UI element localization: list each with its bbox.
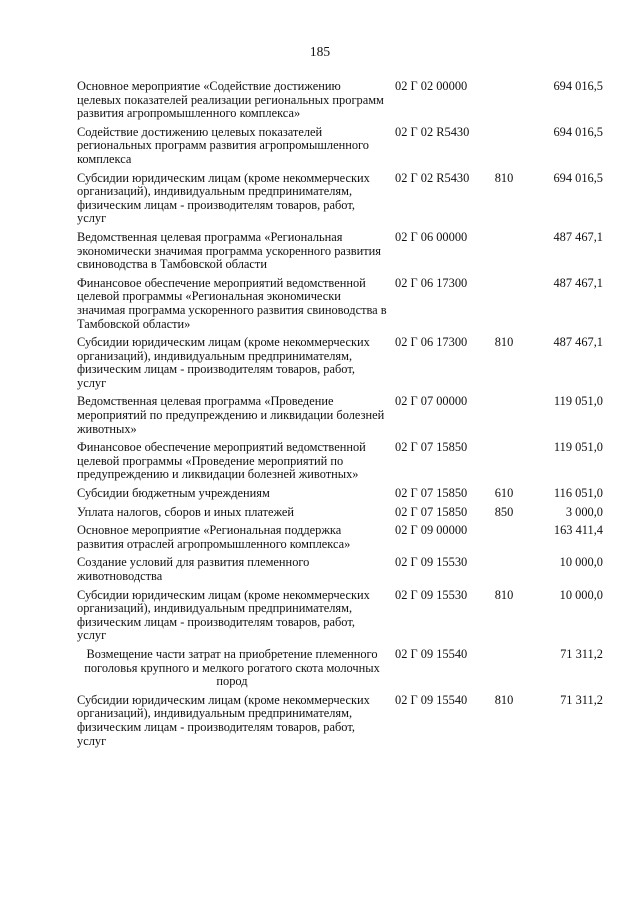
row-name: Возмещение части затрат на приобретение племенного поголовья крупного и мелкого рогатого скота молочных пород xyxy=(84,646,380,689)
row-code: 02 Г 07 15850 xyxy=(395,440,468,455)
row-code: 02 Г 09 15540 xyxy=(395,692,468,707)
row-code: 02 Г 07 15850 xyxy=(395,486,468,501)
table-row xyxy=(77,395,603,436)
row-name: Субсидии юридическим лицам (кроме некоммерческих организаций), индивидуальным предпринимателям, физическим лицам - производителям товаров, работ, услуг xyxy=(77,335,370,390)
table-row xyxy=(77,336,603,390)
table-row xyxy=(77,648,603,689)
row-expense-type xyxy=(485,524,523,551)
row-expense-type xyxy=(485,441,523,482)
row-amount: 119 051,0 xyxy=(553,394,603,409)
row-name: Субсидии юридическим лицам (кроме некоммерческих организаций), индивидуальным предпринимателям, физическим лицам - производителям товаров, работ, услуг xyxy=(77,692,370,748)
row-amount: 71 311,2 xyxy=(560,692,603,707)
row-amount: 487 467,1 xyxy=(553,229,603,244)
row-amount: 487 467,1 xyxy=(553,275,603,290)
row-amount: 163 411,4 xyxy=(553,523,603,538)
table-row xyxy=(77,277,603,331)
row-expense-type xyxy=(485,277,523,331)
row-code: 02 Г 02 R5430 xyxy=(395,170,470,185)
row-expense-type xyxy=(485,231,523,272)
row-name: Субсидии юридическим лицам (кроме некоммерческих организаций), индивидуальным предпринимателям, физическим лицам - производителям товаров, работ, услуг xyxy=(77,170,370,226)
row-code: 02 Г 06 17300 xyxy=(395,275,468,290)
table-row xyxy=(77,556,603,583)
row-expense-type xyxy=(485,556,523,583)
row-name: Основное мероприятие «Региональная поддержка развития отраслей агропромышленного комплекса» xyxy=(77,523,351,551)
row-amount: 694 016,5 xyxy=(553,124,603,139)
row-name: Субсидии юридическим лицам (кроме некоммерческих организаций), индивидуальным предпринимателям, физическим лицам - производителям товаров, работ, услуг xyxy=(77,587,370,643)
row-name: Основное мероприятие «Содействие достижению целевых показателей реализации региональных программ развития агропромышленного комплекса» xyxy=(77,79,384,121)
row-expense-type xyxy=(485,395,523,436)
row-expense-type: 850 xyxy=(494,504,514,519)
budget-table xyxy=(77,80,603,753)
table-row xyxy=(77,506,603,520)
row-code: 02 Г 02 R5430 xyxy=(395,124,470,139)
table-row xyxy=(77,694,603,748)
row-amount: 694 016,5 xyxy=(553,79,603,93)
row-expense-type: 810 xyxy=(494,335,514,350)
row-amount: 119 051,0 xyxy=(553,440,603,455)
row-expense-type xyxy=(485,648,523,689)
table-row xyxy=(77,172,603,226)
table-row xyxy=(77,487,603,501)
row-name: Ведомственная целевая программа «Проведение мероприятий по предупреждению и ликвидации болезней животных» xyxy=(77,394,385,436)
row-amount: 694 016,5 xyxy=(553,170,603,185)
row-code: 02 Г 09 15540 xyxy=(395,646,468,661)
row-name: Содействие достижению целевых показателей региональных программ развития агропромышленного комплекса xyxy=(77,124,369,166)
row-expense-type: 610 xyxy=(494,486,514,501)
row-name: Ведомственная целевая программа «Региональная экономически значимая программа ускоренного развития свиноводства в Тамбовской области xyxy=(77,229,382,272)
row-name: Субсидии бюджетным учреждениям xyxy=(77,486,270,501)
row-expense-type: 810 xyxy=(494,692,514,707)
row-code: 02 Г 06 00000 xyxy=(395,229,468,244)
row-amount: 116 051,0 xyxy=(553,486,603,501)
row-amount: 487 467,1 xyxy=(553,335,603,350)
table-row xyxy=(77,441,603,482)
row-amount: 3 000,0 xyxy=(565,504,603,519)
row-name: Финансовое обеспечение мероприятий ведомственной целевой программы «Проведение мероприятий по предупреждению и ликвидации болезней животных» xyxy=(77,440,366,482)
table-row xyxy=(77,589,603,643)
row-expense-type xyxy=(485,80,523,121)
row-code: 02 Г 06 17300 xyxy=(395,335,468,350)
row-code: 02 Г 09 15530 xyxy=(395,555,468,570)
row-expense-type: 810 xyxy=(494,587,514,602)
row-name: Финансовое обеспечение мероприятий ведомственной целевой программы «Региональная экономически значимая программа ускоренного развития свиноводства в Тамбовской области» xyxy=(77,275,387,331)
row-code: 02 Г 09 00000 xyxy=(395,523,468,538)
table-row xyxy=(77,231,603,272)
table-row xyxy=(77,80,603,121)
row-code: 02 Г 07 00000 xyxy=(395,394,468,409)
row-code: 02 Г 02 00000 xyxy=(395,79,468,93)
row-expense-type xyxy=(485,126,523,167)
row-name: Создание условий для развития племенного животноводства xyxy=(77,555,310,583)
table-row xyxy=(77,524,603,551)
row-code: 02 Г 07 15850 xyxy=(395,504,468,519)
row-expense-type: 810 xyxy=(494,170,514,185)
row-amount: 10 000,0 xyxy=(559,587,603,602)
row-name: Уплата налогов, сборов и иных платежей xyxy=(77,504,295,519)
row-code: 02 Г 09 15530 xyxy=(395,587,468,602)
page-number: 185 xyxy=(309,44,331,59)
row-amount: 71 311,2 xyxy=(560,646,603,661)
row-amount: 10 000,0 xyxy=(559,555,603,570)
table-row xyxy=(77,126,603,167)
